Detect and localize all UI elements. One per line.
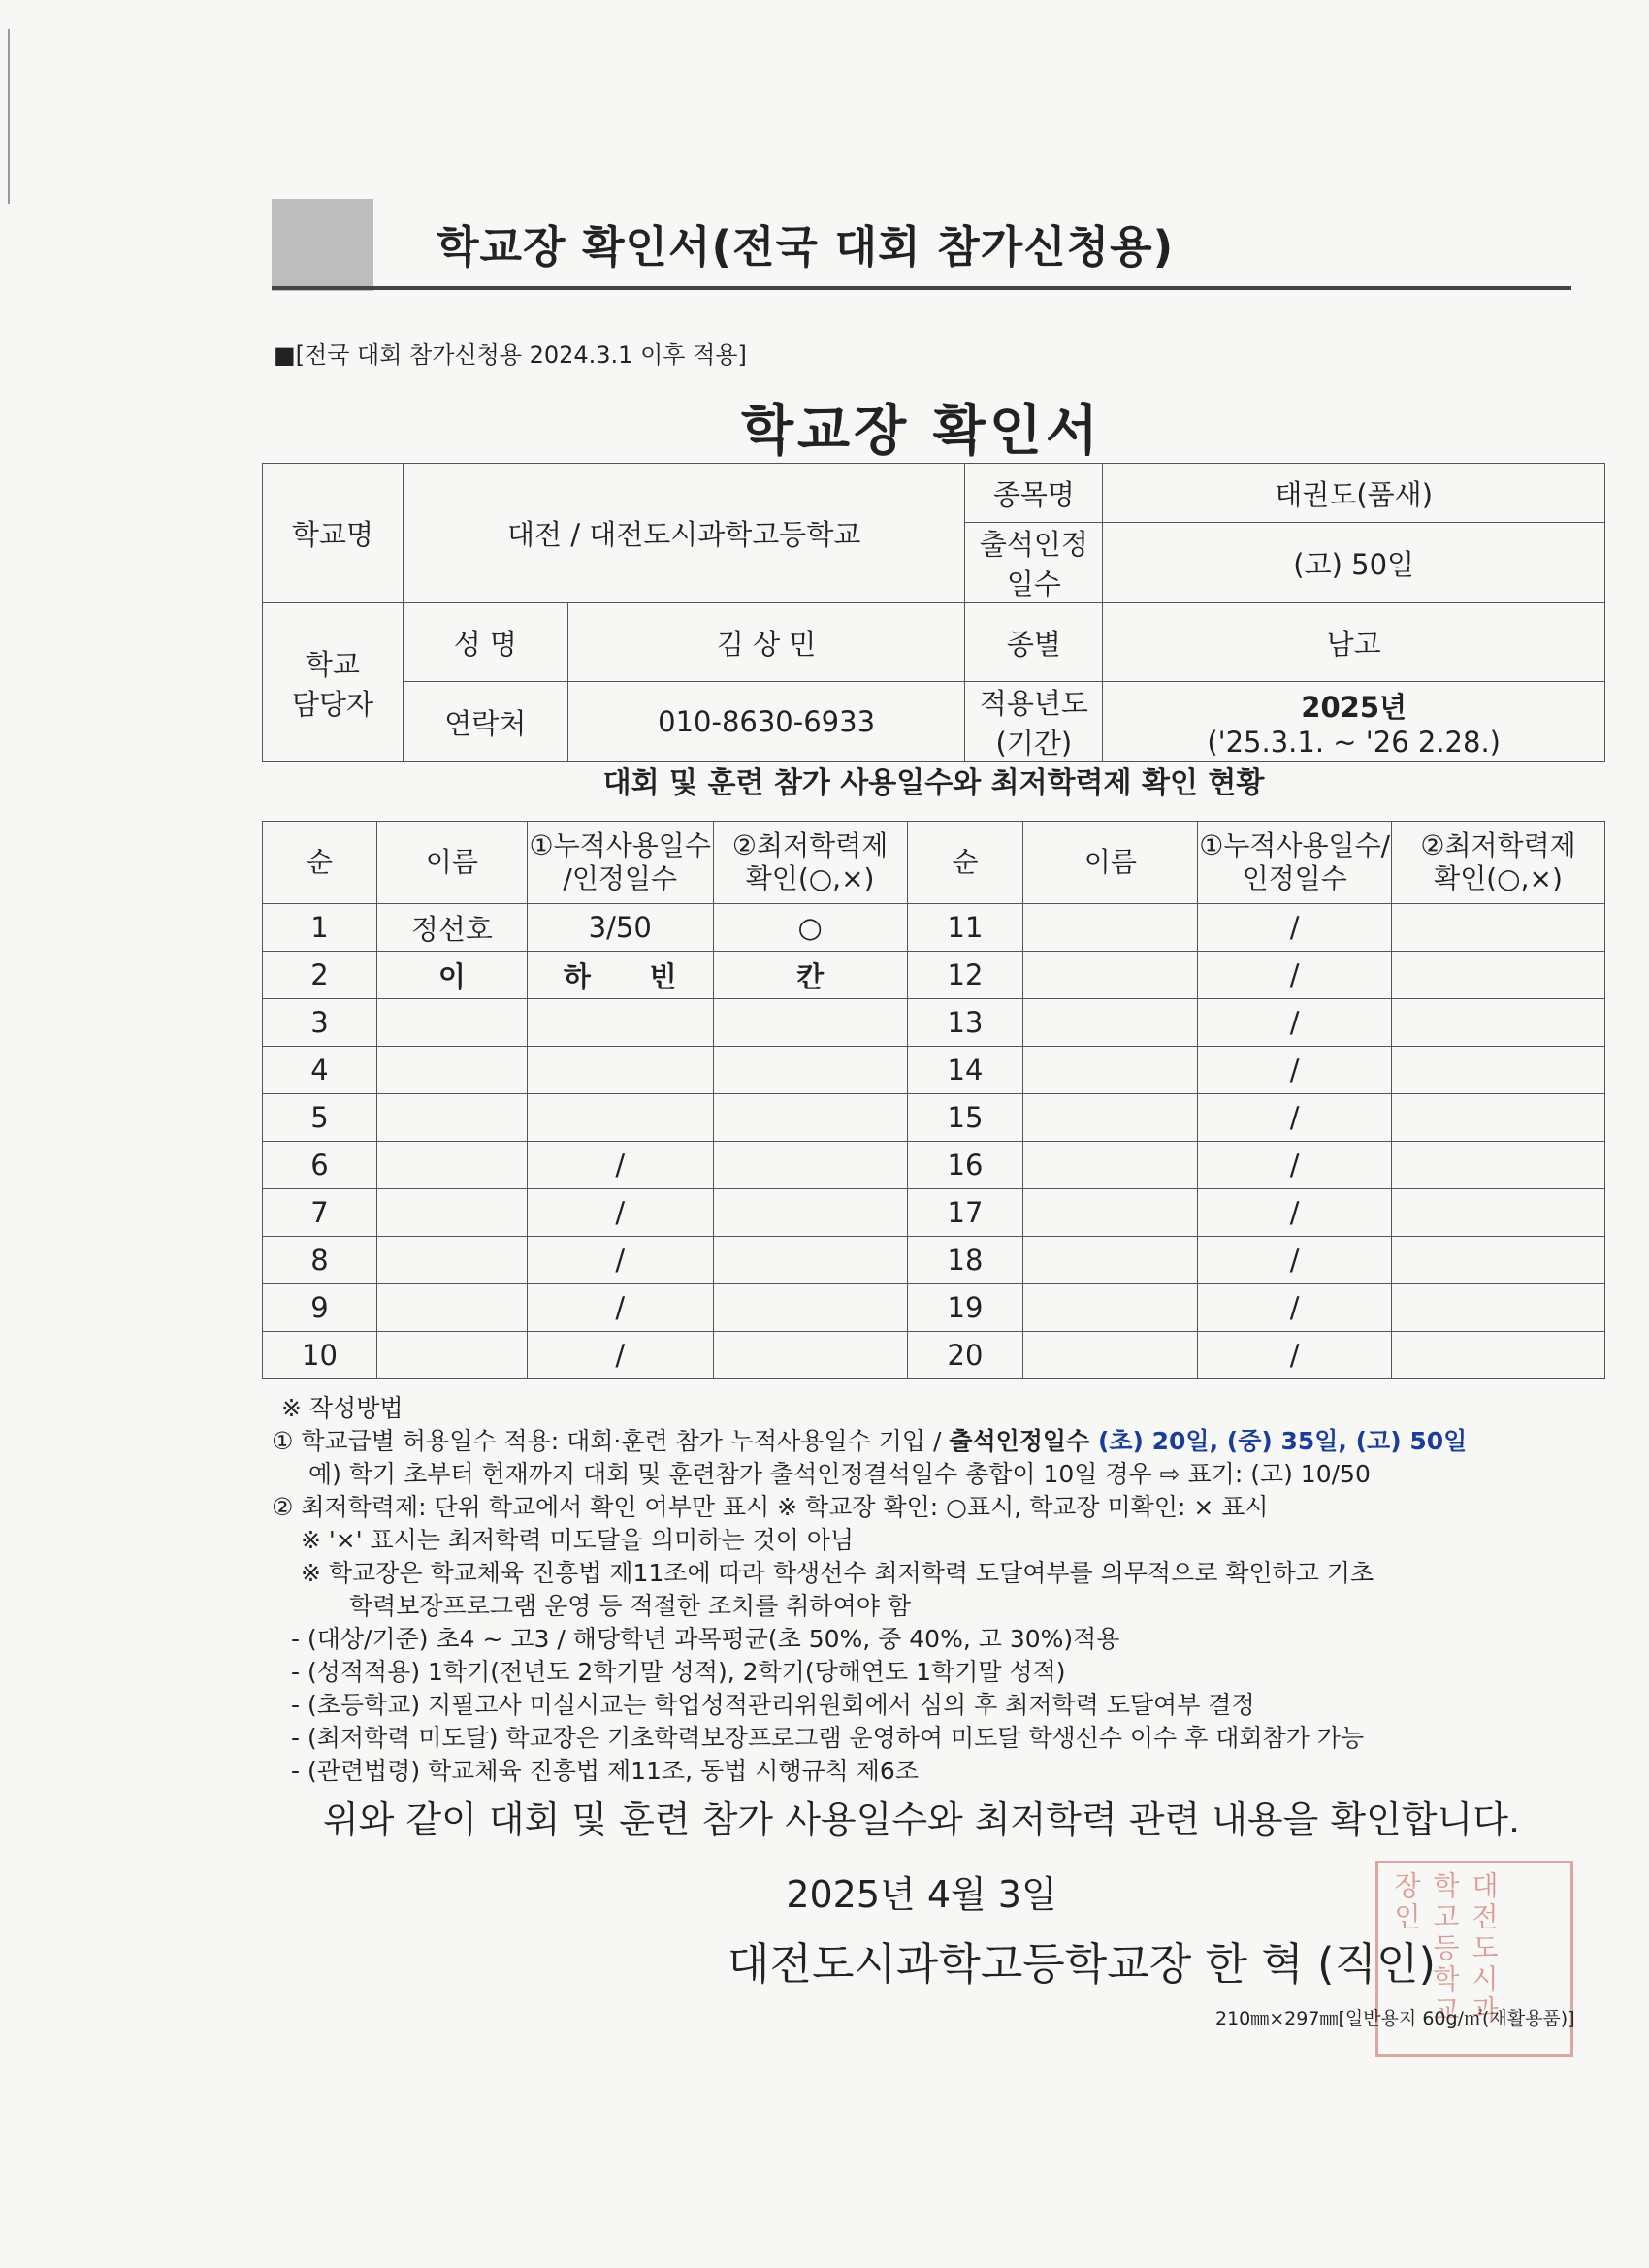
table-row	[263, 1094, 1605, 1142]
note-1-text: ① 학교급별 허용일수 적용: 대회·훈련 참가 누적사용일수 기입 /	[272, 1427, 950, 1455]
attendance-value: (고) 50일	[1103, 523, 1605, 603]
paper-spec: 210㎜×297㎜[일반용지 60g/㎡(재활용품)]	[1215, 2008, 1575, 2029]
note-line-11: - (관련법령) 학교체육 진흥법 제11조, 동법 시행규칙 제6조	[291, 1757, 919, 1785]
row-days: /	[1198, 1047, 1392, 1094]
row-name	[376, 1142, 527, 1189]
row-days: /	[527, 1332, 713, 1379]
col-check-right: ②최저학력제 확인(○,×)	[1392, 822, 1605, 904]
participant-table	[262, 821, 1605, 1379]
row-check	[1392, 1332, 1605, 1379]
row-days: /	[527, 1189, 713, 1237]
row-no: 6	[263, 1142, 377, 1189]
row-name	[1023, 904, 1198, 952]
col-name-right: 이름	[1023, 822, 1198, 904]
row-no: 12	[907, 952, 1023, 999]
row-days	[527, 1094, 713, 1142]
issue-date: 2025년 4월 3일	[786, 1873, 1057, 1916]
list-title: 대회 및 훈련 참가 사용일수와 최저학력제 확인 현황	[602, 766, 1265, 800]
note-1-blue: (초) 20일, (중) 35일, (고) 50일	[1089, 1427, 1468, 1455]
note-line-6: 학력보장프로그램 운영 등 적절한 조치를 취하여야 함	[349, 1592, 911, 1620]
school-label: 학교명	[263, 464, 404, 603]
info-table	[262, 463, 1605, 762]
table-row	[263, 904, 1605, 952]
year-period: ('25.3.1. ~ '26 2.28.)	[1207, 725, 1501, 759]
year-value: 2025년	[1301, 690, 1407, 724]
row-no: 19	[907, 1284, 1023, 1332]
row-check	[1392, 1237, 1605, 1284]
col-days-left: ①누적사용일수 /인정일수	[527, 822, 713, 904]
row-days: /	[527, 1237, 713, 1284]
header-rule	[272, 286, 1571, 290]
row-name: 이	[376, 952, 527, 999]
row-name: 정선호	[376, 904, 527, 952]
row-no: 7	[263, 1189, 377, 1237]
row-name	[1023, 1094, 1198, 1142]
row-check	[1392, 1094, 1605, 1142]
row-name	[1023, 952, 1198, 999]
scan-edge-line	[8, 29, 10, 204]
contact-label: 연락처	[403, 682, 567, 762]
name-label: 성 명	[403, 603, 567, 682]
row-days: 3/50	[527, 904, 713, 952]
note-line-4: ※ '×' 표시는 최저학력 미도달을 의미하는 것이 아님	[301, 1526, 855, 1554]
attendance-label: 출석인정 일수	[965, 523, 1103, 603]
manager-label: 학교 담당자	[263, 603, 404, 762]
year-cell	[1103, 682, 1605, 762]
row-name	[376, 1284, 527, 1332]
row-days: /	[1198, 1094, 1392, 1142]
principal-signature-line: 대전도시과학고등학교장 한 혁 (직인)	[728, 1938, 1437, 1990]
row-no: 18	[907, 1237, 1023, 1284]
table-row	[263, 952, 1605, 999]
row-check	[1392, 1047, 1605, 1094]
row-no: 10	[263, 1332, 377, 1379]
table-row	[263, 1332, 1605, 1379]
name-value: 김 상 민	[567, 603, 965, 682]
row-days: /	[1198, 1189, 1392, 1237]
col-no-left: 순	[263, 822, 377, 904]
row-days: /	[1198, 1332, 1392, 1379]
row-days	[527, 999, 713, 1047]
row-name	[376, 999, 527, 1047]
school-value: 대전 / 대전도시과학고등학교	[403, 464, 965, 603]
col-no-right: 순	[907, 822, 1023, 904]
notes-heading: ※ 작성방법	[281, 1394, 404, 1422]
table-row	[263, 999, 1605, 1047]
row-no: 4	[263, 1047, 377, 1094]
event-label: 종목명	[965, 464, 1103, 523]
note-line-5: ※ 학교장은 학교체육 진흥법 제11조에 따라 학생선수 최저학력 도달여부를 의무적으로 확인하고 기초	[301, 1559, 1374, 1587]
form-title: 학교장 확인서(전국 대회 참가신청용)	[436, 221, 1175, 273]
col-days-right: ①누적사용일수/ 인정일수	[1198, 822, 1392, 904]
row-no: 16	[907, 1142, 1023, 1189]
row-name	[1023, 1142, 1198, 1189]
row-check: 칸	[713, 952, 907, 999]
row-no: 15	[907, 1094, 1023, 1142]
row-name	[1023, 1284, 1198, 1332]
row-check	[713, 999, 907, 1047]
col-check-left: ②최저학력제 확인(○,×)	[713, 822, 907, 904]
row-name	[1023, 999, 1198, 1047]
row-days: /	[1198, 1237, 1392, 1284]
category-label: 종별	[965, 603, 1103, 682]
row-check	[713, 1047, 907, 1094]
note-line-8: - (성적적용) 1학기(전년도 2학기말 성적), 2학기(당해연도 1학기말 성적)	[291, 1658, 1066, 1686]
col-name-left: 이름	[376, 822, 527, 904]
row-no: 8	[263, 1237, 377, 1284]
row-check	[1392, 904, 1605, 952]
table-row	[263, 1237, 1605, 1284]
note-line-3: ② 최저학력제: 단위 학교에서 확인 여부만 표시 ※ 학교장 확인: ○표시, 학교장 미확인: × 표시	[272, 1493, 1269, 1521]
event-value: 태권도(품새)	[1103, 464, 1605, 523]
row-check	[1392, 952, 1605, 999]
row-days: /	[1198, 1142, 1392, 1189]
row-name	[376, 1332, 527, 1379]
form-subtitle: ■[전국 대회 참가신청용 2024.3.1 이후 적용]	[274, 341, 747, 369]
row-name	[376, 1189, 527, 1237]
note-line-2: 예) 학기 초부터 현재까지 대회 및 훈련참가 출석인정결석일수 총합이 10일 경우 ⇨ 표기: (고) 10/50	[308, 1460, 1371, 1488]
row-check	[1392, 999, 1605, 1047]
row-no: 1	[263, 904, 377, 952]
row-days: /	[1198, 1284, 1392, 1332]
contact-value: 010-8630-6933	[567, 682, 965, 762]
row-check	[713, 1237, 907, 1284]
row-check	[1392, 1284, 1605, 1332]
row-no: 13	[907, 999, 1023, 1047]
main-title: 학교장 확인서	[740, 400, 1103, 463]
note-line-10: - (최저학력 미도달) 학교장은 기초학력보장프로그램 운영하여 미도달 학생선수 이수 후 대회참가 가능	[291, 1724, 1365, 1752]
row-no: 9	[263, 1284, 377, 1332]
row-no: 14	[907, 1047, 1023, 1094]
category-value: 남고	[1103, 603, 1605, 682]
confirmation-statement: 위와 같이 대회 및 훈련 참가 사용일수와 최저학력 관련 내용을 확인합니다.	[322, 1798, 1521, 1841]
row-check	[1392, 1142, 1605, 1189]
row-name	[376, 1047, 527, 1094]
note-line-1	[272, 1422, 1467, 1457]
row-name	[1023, 1047, 1198, 1094]
row-days: /	[527, 1142, 713, 1189]
row-check	[713, 1142, 907, 1189]
row-check	[713, 1189, 907, 1237]
table-row	[263, 1142, 1605, 1189]
table-row	[263, 1047, 1605, 1094]
note-line-7: - (대상/기준) 초4 ~ 고3 / 해당학년 과목평균(초 50%, 중 40%, 고 30%)적용	[291, 1625, 1120, 1653]
header-gray-block	[272, 199, 373, 291]
year-label: 적용년도 (기간)	[965, 682, 1103, 762]
row-no: 5	[263, 1094, 377, 1142]
table-row	[263, 1189, 1605, 1237]
row-no: 2	[263, 952, 377, 999]
row-name	[376, 1094, 527, 1142]
row-no: 11	[907, 904, 1023, 952]
row-days: /	[527, 1284, 713, 1332]
row-days	[527, 1047, 713, 1094]
row-name	[1023, 1237, 1198, 1284]
row-check	[713, 1094, 907, 1142]
row-days: /	[1198, 952, 1392, 999]
note-1-bold: 출석인정일수	[949, 1427, 1090, 1455]
row-name	[1023, 1332, 1198, 1379]
row-check	[713, 1332, 907, 1379]
row-check	[1392, 1189, 1605, 1237]
table-row	[263, 1284, 1605, 1332]
row-no: 20	[907, 1332, 1023, 1379]
seal-text: 대전도시과학고등학교장인	[1390, 1871, 1500, 2026]
note-line-9: - (초등학교) 지필고사 미실시교는 학업성적관리위원회에서 심의 후 최저학력 도달여부 결정	[291, 1691, 1255, 1719]
row-check	[713, 1284, 907, 1332]
row-no: 3	[263, 999, 377, 1047]
row-name	[376, 1237, 527, 1284]
row-check: ○	[713, 904, 907, 952]
row-days: /	[1198, 904, 1392, 952]
row-days: /	[1198, 999, 1392, 1047]
row-name	[1023, 1189, 1198, 1237]
row-no: 17	[907, 1189, 1023, 1237]
row-days: 하 빈	[527, 952, 713, 999]
